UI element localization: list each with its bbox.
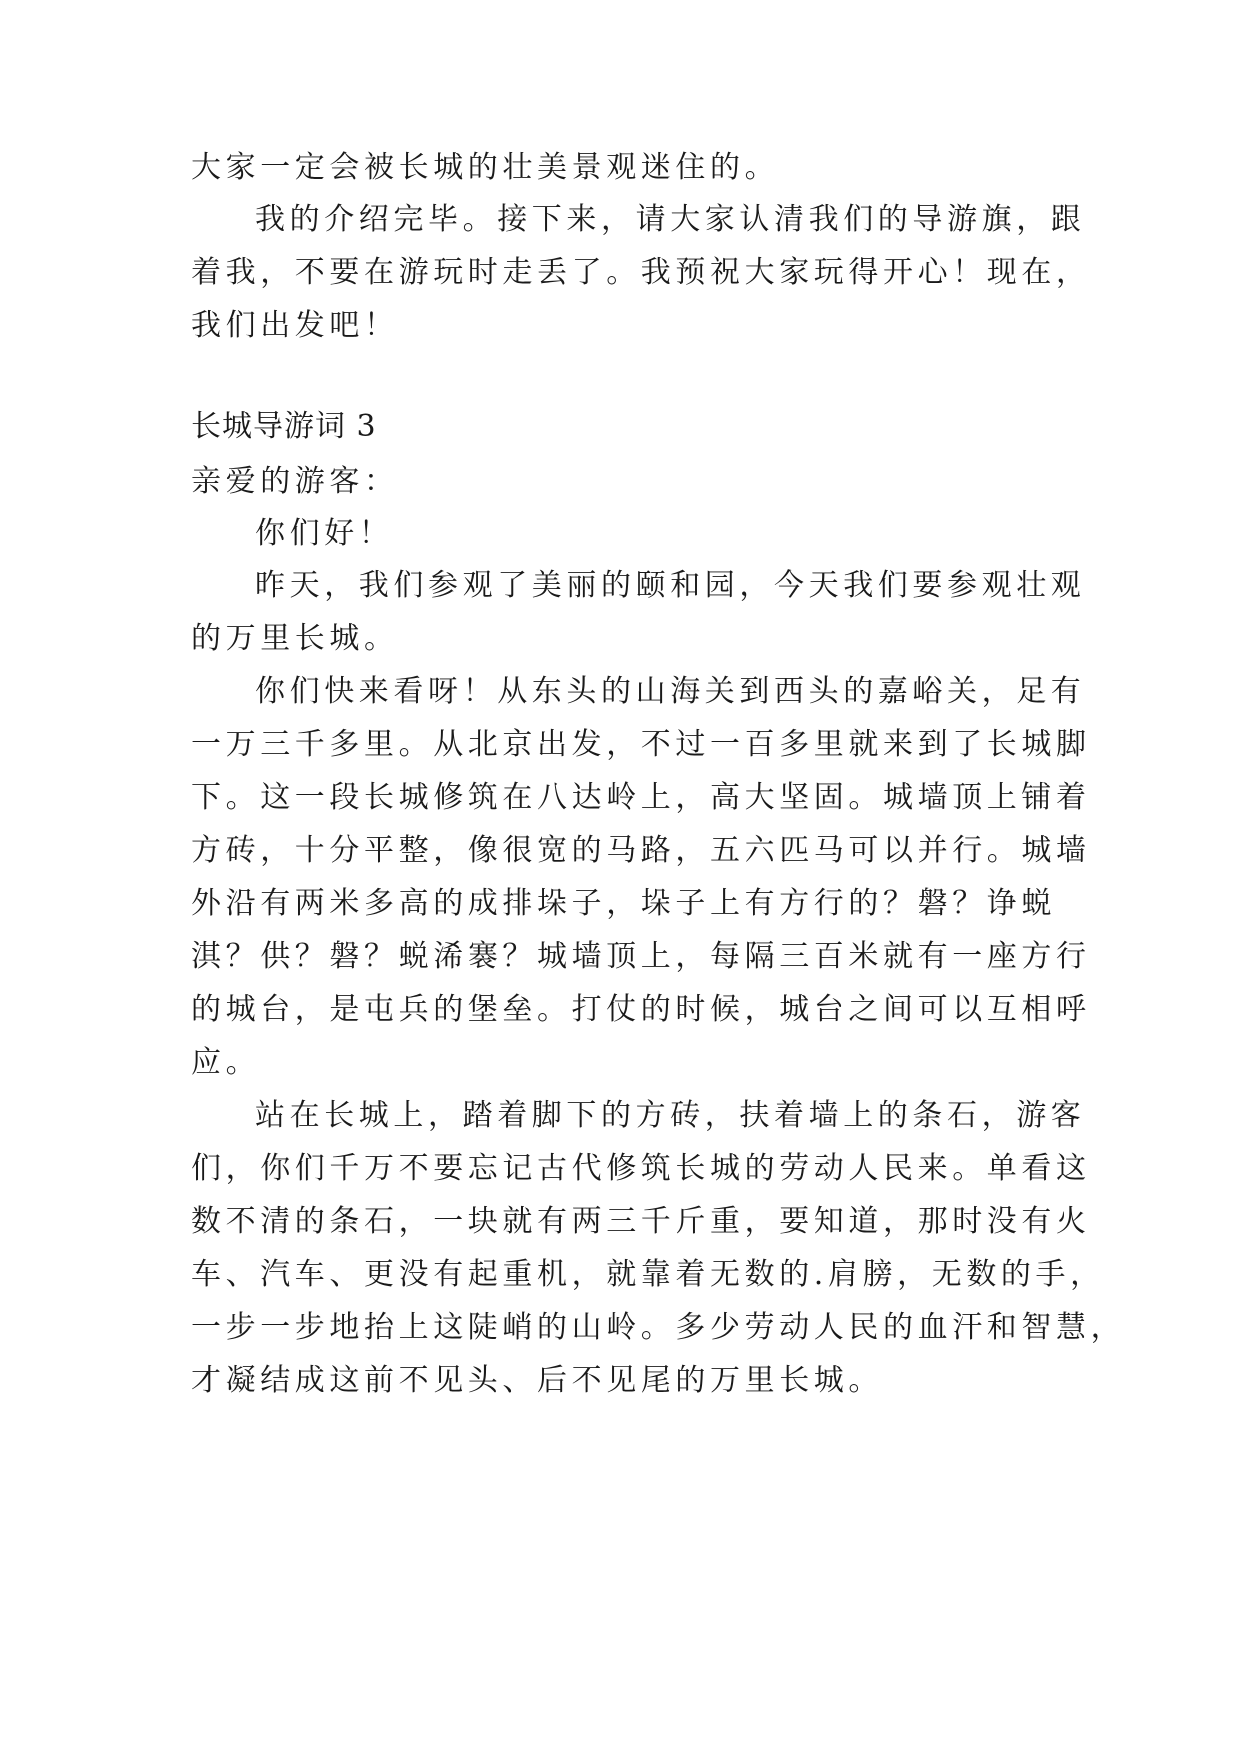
paragraph-line: 车、汽车、更没有起重机，就靠着无数的.肩膀，无数的手， [191, 1257, 1105, 1292]
paragraph-line: 应。 [191, 1045, 261, 1080]
paragraph-line: 昨天，我们参观了美丽的颐和园，今天我们要参观壮观 [255, 568, 1086, 603]
paragraph-line: 方砖，十分平整，像很宽的马路，五六匹马可以并行。城墙 [191, 833, 1091, 868]
paragraph-line: 大家一定会被长城的壮美景观迷住的。 [191, 150, 780, 185]
paragraph-line: 一步一步地抬上这陡峭的山岭。多少劳动人民的血汗和智慧， [191, 1310, 1126, 1345]
paragraph-line: 的万里长城。 [191, 621, 399, 656]
section-title: 长城导游词 3 [191, 409, 377, 444]
paragraph-line: 外沿有两米多高的成排垛子，垛子上有方行的？磐？诤蜕 [191, 886, 1056, 921]
paragraph-line: 下。这一段长城修筑在八达岭上，高大坚固。城墙顶上铺着 [191, 780, 1091, 815]
paragraph-line: 的城台，是屯兵的堡垒。打仗的时候，城台之间可以互相呼 [191, 992, 1091, 1027]
paragraph-line: 站在长城上，踏着脚下的方砖，扶着墙上的条石，游客 [255, 1098, 1086, 1133]
paragraph-line: 你们快来看呀！从东头的山海关到西头的嘉峪关，足有 [255, 674, 1086, 709]
hello-line: 你们好！ [255, 516, 394, 551]
greeting: 亲爱的游客： [191, 464, 399, 499]
paragraph-line: 着我，不要在游玩时走丢了。我预祝大家玩得开心！现在， [191, 255, 1091, 290]
paragraph-line: 们，你们千万不要忘记古代修筑长城的劳动人民来。单看这 [191, 1151, 1091, 1186]
paragraph-line: 我的介绍完毕。接下来，请大家认清我们的导游旗，跟 [255, 202, 1086, 237]
paragraph-line: 淇？供？磐？蜕浠褰？城墙顶上，每隔三百米就有一座方行 [191, 939, 1091, 974]
paragraph-line: 一万三千多里。从北京出发，不过一百多里就来到了长城脚 [191, 727, 1091, 762]
paragraph-line: 才凝结成这前不见头、后不见尾的万里长城。 [191, 1363, 883, 1398]
paragraph-line: 数不清的条石，一块就有两三千斤重，要知道，那时没有火 [191, 1204, 1091, 1239]
paragraph-line: 我们出发吧！ [191, 308, 399, 343]
